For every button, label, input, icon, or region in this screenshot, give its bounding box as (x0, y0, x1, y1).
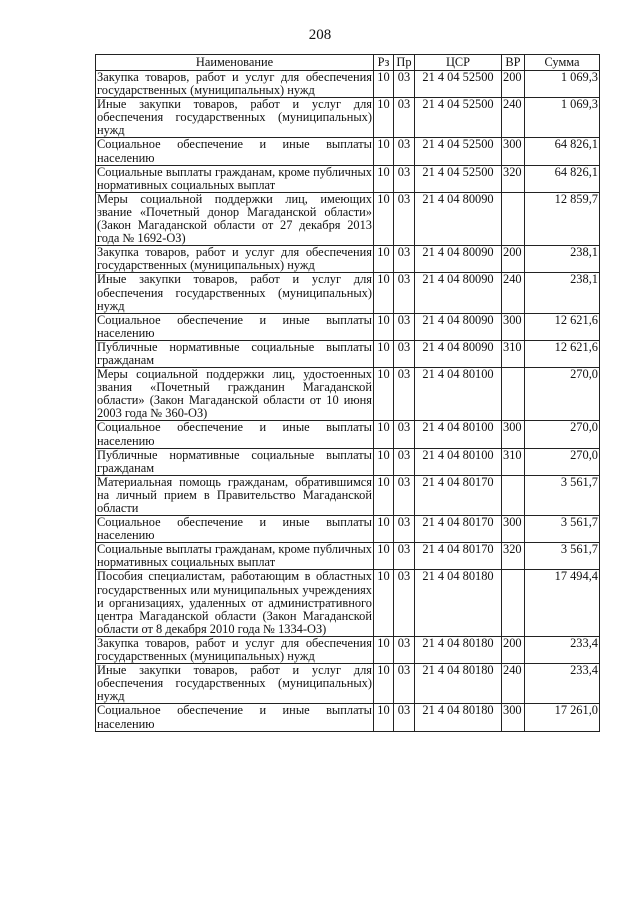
cell-sum: 12 621,6 (525, 313, 600, 340)
cell-vr (502, 368, 525, 421)
cell-pr: 03 (394, 704, 415, 731)
column-header-sum: Сумма (525, 55, 600, 71)
cell-rz: 10 (374, 273, 394, 313)
table-row (96, 543, 600, 570)
cell-rz: 10 (374, 636, 394, 663)
table-row (96, 704, 600, 731)
cell-sum: 1 069,3 (525, 98, 600, 138)
cell-name: Социальные выплаты гражданам, кроме публичных нормативных социальных выплат (97, 542, 372, 570)
cell-csr: 21 4 04 80090 (415, 246, 502, 273)
cell-rz: 10 (374, 516, 394, 543)
table-row (96, 138, 600, 165)
cell-rz: 10 (374, 570, 394, 636)
cell-pr: 03 (394, 313, 415, 340)
cell-rz: 10 (374, 664, 394, 704)
column-header-pr: Пр (394, 55, 415, 71)
cell-rz: 10 (374, 421, 394, 448)
table-row (96, 165, 600, 192)
cell-rz: 10 (374, 475, 394, 515)
cell-csr: 21 4 04 80180 (415, 704, 502, 731)
cell-pr: 03 (394, 138, 415, 165)
table-row (96, 448, 600, 475)
cell-rz: 10 (374, 448, 394, 475)
cell-csr: 21 4 04 52500 (415, 71, 502, 98)
cell-rz: 10 (374, 704, 394, 731)
cell-sum: 233,4 (525, 636, 600, 663)
cell-csr: 21 4 04 80180 (415, 664, 502, 704)
cell-rz: 10 (374, 543, 394, 570)
table-row (96, 636, 600, 663)
cell-name: Иные закупки товаров, работ и услуг для обеспечения государственных (муниципальных) нужд (97, 97, 372, 138)
cell-vr (502, 475, 525, 515)
table-row (96, 313, 600, 340)
cell-rz: 10 (374, 165, 394, 192)
cell-vr: 310 (502, 448, 525, 475)
cell-name: Социальное обеспечение и иные выплаты населению (97, 515, 372, 543)
cell-name: Иные закупки товаров, работ и услуг для обеспечения государственных (муниципальных) нужд (97, 272, 372, 313)
column-header-rz: Рз (374, 55, 394, 71)
cell-vr: 310 (502, 340, 525, 367)
table-row (96, 664, 600, 704)
table-header-row (96, 55, 600, 71)
cell-vr (502, 192, 525, 245)
cell-sum: 1 069,3 (525, 71, 600, 98)
cell-name: Социальное обеспечение и иные выплаты населению (97, 312, 372, 340)
cell-sum: 270,0 (525, 448, 600, 475)
table-row (96, 273, 600, 313)
table-row (96, 192, 600, 245)
table-row (96, 368, 600, 421)
cell-vr: 300 (502, 704, 525, 731)
cell-name: Материальная помощь гражданам, обратившимся на личный прием в Правительство Магаданской области (97, 474, 372, 515)
cell-csr: 21 4 04 52500 (415, 138, 502, 165)
cell-vr: 240 (502, 98, 525, 138)
cell-rz: 10 (374, 246, 394, 273)
cell-pr: 03 (394, 246, 415, 273)
cell-name: Иные закупки товаров, работ и услуг для обеспечения государственных (муниципальных) нужд (97, 663, 372, 704)
cell-name: Социальное обеспечение и иные выплаты населению (97, 703, 372, 731)
cell-csr: 21 4 04 80090 (415, 340, 502, 367)
table-row (96, 516, 600, 543)
cell-sum: 3 561,7 (525, 475, 600, 515)
cell-name: Публичные нормативные социальные выплаты гражданам (97, 339, 372, 367)
cell-pr: 03 (394, 368, 415, 421)
cell-csr: 21 4 04 52500 (415, 165, 502, 192)
cell-vr (502, 570, 525, 636)
cell-pr: 03 (394, 475, 415, 515)
cell-vr: 300 (502, 516, 525, 543)
cell-sum: 64 826,1 (525, 165, 600, 192)
table-body (96, 71, 600, 732)
cell-sum: 3 561,7 (525, 543, 600, 570)
cell-name: Меры социальной поддержки лиц, удостоенных звания «Почетный гражданин Магаданской области» (Закон Магаданской области от 10 июня 2003 года № 360-ОЗ) (97, 367, 372, 421)
cell-pr: 03 (394, 165, 415, 192)
cell-sum: 238,1 (525, 246, 600, 273)
table-row (96, 570, 600, 636)
cell-csr: 21 4 04 80090 (415, 313, 502, 340)
cell-name: Публичные нормативные социальные выплаты гражданам (97, 447, 372, 475)
cell-csr: 21 4 04 80090 (415, 192, 502, 245)
cell-rz: 10 (374, 98, 394, 138)
cell-pr: 03 (394, 340, 415, 367)
cell-sum: 17 261,0 (525, 704, 600, 731)
cell-vr: 200 (502, 636, 525, 663)
cell-pr: 03 (394, 98, 415, 138)
cell-vr: 300 (502, 138, 525, 165)
cell-csr: 21 4 04 80170 (415, 543, 502, 570)
cell-sum: 270,0 (525, 368, 600, 421)
cell-pr: 03 (394, 273, 415, 313)
cell-pr: 03 (394, 516, 415, 543)
column-header-name: Наименование (96, 55, 374, 71)
cell-vr: 240 (502, 664, 525, 704)
cell-name: Социальное обеспечение и иные выплаты населению (97, 420, 372, 448)
cell-sum: 64 826,1 (525, 138, 600, 165)
table-row (96, 71, 600, 98)
table-row (96, 475, 600, 515)
cell-vr: 200 (502, 71, 525, 98)
cell-name: Социальные выплаты гражданам, кроме публичных нормативных социальных выплат (97, 164, 372, 192)
cell-csr: 21 4 04 80170 (415, 475, 502, 515)
cell-pr: 03 (394, 636, 415, 663)
cell-rz: 10 (374, 368, 394, 421)
cell-vr: 320 (502, 165, 525, 192)
cell-rz: 10 (374, 138, 394, 165)
cell-rz: 10 (374, 340, 394, 367)
cell-csr: 21 4 04 80180 (415, 570, 502, 636)
cell-rz: 10 (374, 71, 394, 98)
budget-table (95, 54, 600, 732)
cell-vr: 320 (502, 543, 525, 570)
cell-vr: 300 (502, 421, 525, 448)
cell-pr: 03 (394, 448, 415, 475)
cell-csr: 21 4 04 80100 (415, 368, 502, 421)
cell-sum: 270,0 (525, 421, 600, 448)
cell-sum: 17 494,4 (525, 570, 600, 636)
cell-pr: 03 (394, 664, 415, 704)
cell-vr: 240 (502, 273, 525, 313)
table-row (96, 98, 600, 138)
column-header-vr: ВР (502, 55, 525, 71)
table-row (96, 246, 600, 273)
cell-sum: 12 621,6 (525, 340, 600, 367)
cell-rz: 10 (374, 192, 394, 245)
cell-name: Меры социальной поддержки лиц, имеющих звание «Почетный донор Магаданской области» (Закон Магаданской области от 27 декабря 2013 года № 1692-ОЗ) (97, 191, 372, 246)
cell-name: Закупка товаров, работ и услуг для обеспечения государственных (муниципальных) нужд (97, 635, 372, 664)
cell-name: Закупка товаров, работ и услуг для обеспечения государственных (муниципальных) нужд (97, 245, 372, 273)
cell-pr: 03 (394, 421, 415, 448)
cell-rz: 10 (374, 313, 394, 340)
cell-csr: 21 4 04 80100 (415, 448, 502, 475)
cell-csr: 21 4 04 80180 (415, 636, 502, 663)
cell-csr: 21 4 04 52500 (415, 98, 502, 138)
column-header-csr: ЦСР (415, 55, 502, 71)
cell-csr: 21 4 04 80170 (415, 516, 502, 543)
page-number: 208 (308, 27, 332, 43)
cell-csr: 21 4 04 80090 (415, 273, 502, 313)
cell-sum: 233,4 (525, 664, 600, 704)
cell-pr: 03 (394, 543, 415, 570)
cell-sum: 238,1 (525, 273, 600, 313)
cell-sum: 3 561,7 (525, 516, 600, 543)
cell-name: Социальное обеспечение и иные выплаты населению (97, 137, 372, 165)
cell-pr: 03 (394, 570, 415, 636)
table-row (96, 340, 600, 367)
table-row (96, 421, 600, 448)
cell-pr: 03 (394, 71, 415, 98)
cell-sum: 12 859,7 (525, 192, 600, 245)
cell-csr: 21 4 04 80100 (415, 421, 502, 448)
cell-name: Закупка товаров, работ и услуг для обеспечения государственных (муниципальных) нужд (97, 70, 372, 98)
cell-pr: 03 (394, 192, 415, 245)
cell-vr: 300 (502, 313, 525, 340)
cell-name: Пособия специалистам, работающим в областных государственных или муниципальных учреждениях и организациях, удаленных от административного центра Магаданской области (Закон Магаданской области от 8 декабря 2010 года № 1334-ОЗ) (97, 569, 372, 636)
cell-vr: 200 (502, 246, 525, 273)
